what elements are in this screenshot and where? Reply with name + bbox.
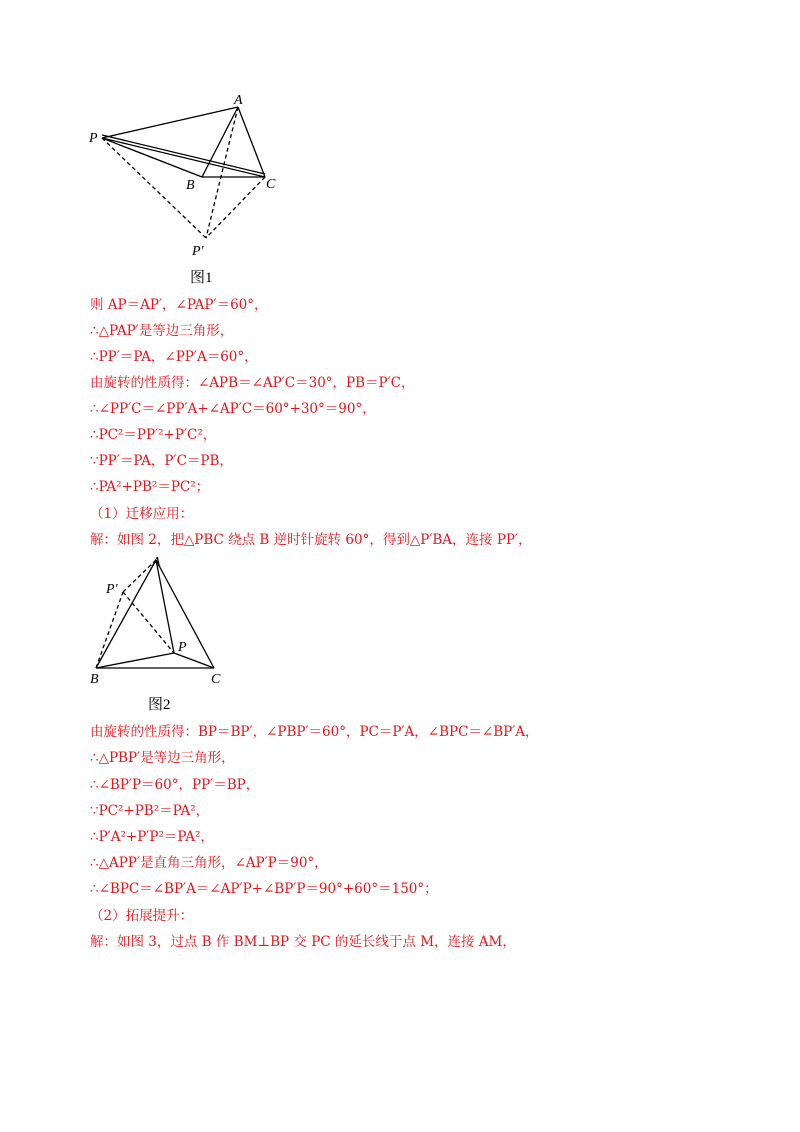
section-1-heading: （1）迁移应用：	[90, 506, 194, 522]
text-line: ∴∠BP′P＝60°，PP′＝BP，	[90, 777, 260, 793]
label-C: C	[211, 672, 221, 687]
text-line: ∴PA²+PB²＝PC²；	[90, 479, 210, 495]
section-2-heading: （2）拓展提升：	[90, 908, 194, 924]
label-P-prime: P′	[192, 244, 204, 259]
figure-2-diagram	[88, 552, 238, 687]
figure-1-caption: 图1	[190, 270, 213, 286]
text-line: ∴∠BPC＝∠BP′A＝∠AP′P+∠BP′P＝90°+60°＝150°；	[90, 881, 438, 897]
text-line: ∴△PAP′是等边三角形，	[90, 323, 234, 339]
text-line: ∵PC²+PB²＝PA²，	[90, 803, 210, 819]
label-A: A	[234, 93, 243, 108]
label-C: C	[266, 177, 276, 192]
figure-2-caption: 图2	[148, 697, 171, 713]
text-line: 由旋转的性质得：BP＝BP′，∠PBP′＝60°，PC＝P′A，∠BPC＝∠BP′A，	[90, 724, 539, 740]
figure-1	[88, 90, 288, 265]
label-B: B	[186, 178, 195, 193]
label-P: P	[178, 640, 187, 655]
text-line: ∴PC²＝PP′²+P′C²，	[90, 427, 217, 443]
label-A: A	[152, 555, 161, 570]
text-line: ∵PP′＝PA，P′C＝PB，	[90, 453, 233, 469]
text-line: ∴△PBP′是等边三角形，	[90, 750, 235, 766]
text-line: ∴△APP′是直角三角形，∠AP′P＝90°，	[90, 855, 328, 871]
section-2-intro: 解：如图 3，过点 B 作 BM⊥BP 交 PC 的延长线于点 M，连接 AM，	[90, 934, 516, 950]
figure-2	[88, 552, 238, 687]
text-line: ∴PP′＝PA，∠PP′A＝60°，	[90, 349, 258, 365]
text-line: 由旋转的性质得：∠APB＝∠AP′C＝30°，PB＝P′C，	[90, 375, 415, 391]
text-line: 则 AP＝AP′，∠PAP′＝60°，	[90, 297, 268, 313]
text-line: ∴P′A²+P′P²＝PA²，	[90, 829, 214, 845]
text-line: ∴∠PP′C＝∠PP′A+∠AP′C＝60°+30°＝90°，	[90, 401, 376, 417]
label-P: P	[89, 131, 98, 146]
section-1-intro: 解：如图 2，把△PBC 绕点 B 逆时针旋转 60°，得到△P′BA，连接 PP′，	[90, 532, 532, 548]
label-P-prime: P′	[106, 582, 118, 597]
label-B: B	[90, 672, 99, 687]
figure-1-diagram	[88, 90, 288, 265]
